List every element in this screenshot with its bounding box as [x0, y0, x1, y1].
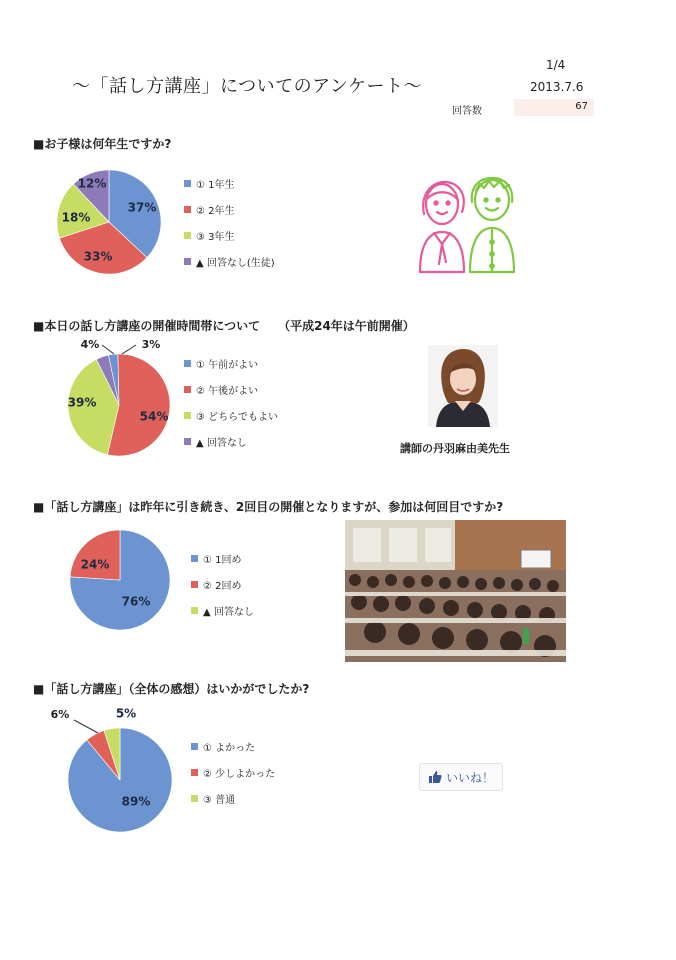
- callout-line-2: [74, 720, 98, 733]
- legend-grade: [184, 170, 275, 274]
- question-heading-2: ■本日の話し方講座の開催時間帯について （平成24年は午前開催）: [33, 319, 415, 333]
- question-heading-1: ■お子様は何年生ですか?: [33, 137, 172, 151]
- legend-swatch: [184, 206, 191, 213]
- survey-date: 2013.7.6: [530, 80, 584, 94]
- legend-label: ▲ 回答なし(生徒): [196, 257, 275, 269]
- legend-label: ① 1回め: [203, 554, 242, 566]
- pie-value-label-2: 54%: [139, 409, 169, 424]
- callout-line-4: [102, 345, 114, 354]
- pie-chart-attendance: [40, 520, 190, 650]
- legend-item-3: [184, 222, 275, 248]
- legend-label: ② 少しよかった: [203, 768, 276, 780]
- legend-swatch: [191, 555, 198, 562]
- like-button-label: いいね！: [445, 770, 494, 785]
- pie-value-label-1: 37%: [127, 200, 157, 215]
- legend-label: ① よかった: [203, 742, 256, 754]
- legend-label: ② 午後がよい: [196, 385, 259, 397]
- instructor-photo: [428, 345, 498, 427]
- legend-swatch: [191, 795, 198, 802]
- legend-swatch: [191, 743, 198, 750]
- page-title: 〜「話し方講座」についてのアンケート〜: [72, 76, 423, 97]
- legend-label: ② 2回め: [203, 580, 242, 592]
- pie-chart-time-slot: [40, 335, 190, 465]
- pie-value-label-2: 24%: [80, 557, 110, 572]
- respondents-label: 回答数: [452, 106, 482, 117]
- legend-swatch: [191, 607, 198, 614]
- pie-value-label-1: 3%: [141, 338, 161, 351]
- callout-line-1: [122, 345, 136, 354]
- page-number: 1/4: [546, 58, 566, 72]
- legend-item-4: [184, 248, 275, 274]
- legend-item-1: [191, 545, 254, 571]
- legend-label: ▲ 回答なし: [196, 437, 247, 449]
- legend-item-1: [184, 170, 275, 196]
- legend-item-2: [184, 196, 275, 222]
- legend-item-1: [191, 733, 275, 759]
- legend-swatch: [184, 438, 191, 445]
- legend-item-1: [184, 350, 278, 376]
- legend-swatch: [191, 581, 198, 588]
- legend-swatch: [184, 180, 191, 187]
- legend-item-2: [191, 571, 254, 597]
- legend-label: ▲ 回答なし: [203, 606, 254, 618]
- legend-item-2: [184, 376, 278, 402]
- instructor-caption: 講師の丹羽麻由美先生: [400, 442, 510, 455]
- question-heading-4: ■「話し方講座」（全体の感想）はいかがでしたか?: [33, 682, 310, 696]
- classroom-photo: [345, 520, 566, 662]
- legend-swatch: [184, 360, 191, 367]
- legend-item-3: [191, 597, 254, 623]
- legend-item-3: [184, 402, 278, 428]
- pie-slice-2: [70, 530, 120, 580]
- legend-item-3: [191, 785, 275, 811]
- pie-chart-impression: [40, 700, 190, 840]
- legend-swatch: [184, 232, 191, 239]
- legend-label: ③ どちらでもよい: [196, 411, 279, 423]
- pie-value-label-3: 39%: [67, 395, 97, 410]
- legend-swatch: [184, 386, 191, 393]
- legend-item-4: [184, 428, 278, 454]
- pie-value-label-3: 18%: [61, 210, 91, 225]
- pie-value-label-4: 4%: [80, 338, 100, 351]
- legend-swatch: [184, 412, 191, 419]
- thumbs-up-icon: [428, 770, 442, 784]
- legend-swatch: [184, 258, 191, 265]
- legend-impression: [191, 733, 275, 811]
- pie-value-label-1: 76%: [121, 594, 151, 609]
- pie-value-label-2: 33%: [83, 249, 113, 264]
- pie-value-label-3: 5%: [115, 706, 137, 721]
- pie-value-label-1: 89%: [121, 794, 151, 809]
- legend-label: ① 1年生: [196, 179, 235, 191]
- legend-label: ① 午前がよい: [196, 359, 259, 371]
- legend-label: ③ 普通: [203, 794, 236, 806]
- pie-chart-grade: [40, 160, 180, 290]
- pie-value-label-4: 12%: [77, 176, 107, 191]
- respondents-box: [514, 99, 594, 116]
- legend-time-slot: [184, 350, 278, 454]
- legend-attendance: [191, 545, 254, 623]
- legend-label: ② 2年生: [196, 205, 235, 217]
- people-illustration-icon: [412, 176, 524, 276]
- pie-value-label-2: 6%: [50, 708, 70, 721]
- legend-swatch: [191, 769, 198, 776]
- legend-label: ③ 3年生: [196, 231, 235, 243]
- respondents-value: 67: [575, 101, 588, 112]
- like-button[interactable]: [419, 763, 503, 791]
- legend-item-2: [191, 759, 275, 785]
- question-heading-3: ■「話し方講座」は昨年に引き続き、2回目の開催となりますが、参加は何回目ですか?: [33, 500, 504, 514]
